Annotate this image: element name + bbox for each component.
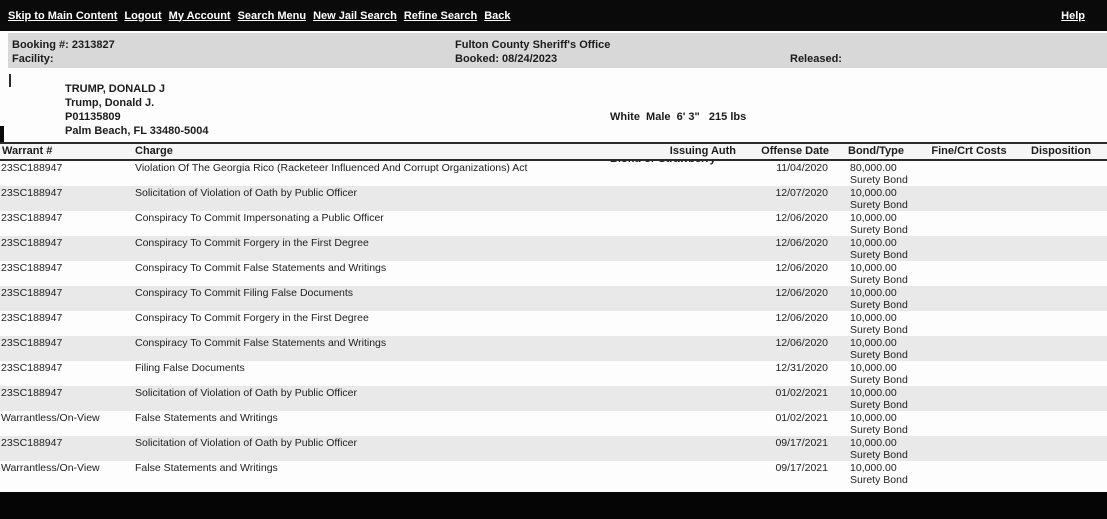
charge-cell: False Statements and Writings: [135, 412, 278, 424]
fine-costs-cell: [923, 336, 1015, 361]
warrant-cell: Warrantless/On-View: [1, 462, 100, 474]
charges-table: [0, 142, 1107, 486]
offense-date-cell: 12/06/2020: [775, 312, 828, 324]
nav-link-search-menu[interactable]: Search Menu: [237, 9, 307, 22]
offense-date-cell: 09/17/2021: [775, 437, 828, 449]
bond-cell: [833, 236, 923, 261]
bond-amount: 10,000.00: [850, 412, 897, 424]
charge-cell: Solicitation of Violation of Oath by Public Officer: [135, 187, 357, 199]
bond-amount: 10,000.00: [850, 387, 897, 399]
warrant-cell: 23SC188947: [1, 262, 63, 274]
charge-row: [0, 461, 1107, 486]
charge-row: [0, 261, 1107, 286]
column-header-offense-date: Offense Date: [761, 144, 829, 157]
issuing-auth-cell: [640, 160, 740, 186]
text-cursor-mark: [9, 74, 11, 87]
charge-cell: Conspiracy To Commit False Statements and Writings: [135, 262, 387, 274]
offense-date-cell: 12/07/2020: [775, 187, 828, 199]
charge-row: [0, 236, 1107, 261]
nav-link-new-jail-search[interactable]: New Jail Search: [313, 9, 397, 22]
column-header-warrant: Warrant #: [2, 144, 53, 157]
bond-cell: [833, 261, 923, 286]
disposition-cell: [1015, 261, 1107, 286]
warrant-cell: 23SC188947: [1, 287, 63, 299]
bond-amount: 10,000.00: [850, 187, 897, 199]
charge-row: [0, 311, 1107, 336]
column-header-fine-costs: Fine/Crt Costs: [931, 144, 1007, 157]
bond-amount: 10,000.00: [850, 312, 897, 324]
warrant-cell: 23SC188947: [1, 187, 63, 199]
warrant-cell: 23SC188947: [1, 237, 63, 249]
facility-label: Facility:: [12, 53, 54, 65]
issuing-auth-cell: [640, 236, 740, 261]
inmate-identity-block: [65, 82, 209, 138]
charge-row: [0, 336, 1107, 361]
charge-cell: Conspiracy To Commit Impersonating a Public Officer: [135, 212, 384, 224]
warrant-cell: 23SC188947: [1, 212, 63, 224]
warrant-cell: 23SC188947: [1, 312, 63, 324]
bond-cell: [833, 211, 923, 236]
bond-cell: [833, 411, 923, 436]
bond-type: Surety Bond: [850, 398, 908, 411]
bond-type: Surety Bond: [850, 223, 908, 236]
fine-costs-cell: [923, 261, 1015, 286]
column-header-issuing-auth: Issuing Auth: [669, 144, 736, 157]
fine-costs-cell: [923, 236, 1015, 261]
offense-date-cell: 01/02/2021: [775, 412, 828, 424]
disposition-cell: [1015, 186, 1107, 211]
nav-link-my-account[interactable]: My Account: [168, 9, 231, 22]
fine-costs-cell: [923, 186, 1015, 211]
issuing-auth-cell: [640, 211, 740, 236]
inmate-name-primary: TRUMP, DONALD J: [65, 83, 166, 95]
issuing-auth-cell: [640, 336, 740, 361]
bond-amount: 10,000.00: [850, 437, 897, 449]
warrant-cell: 23SC188947: [1, 337, 63, 349]
nav-link-logout[interactable]: Logout: [124, 9, 162, 22]
charge-row: [0, 286, 1107, 311]
offense-date-cell: 12/31/2020: [775, 362, 828, 374]
bond-amount: 10,000.00: [850, 262, 897, 274]
offense-date-cell: 11/04/2020: [776, 162, 828, 174]
fine-costs-cell: [923, 211, 1015, 236]
nav-links: [8, 10, 1061, 22]
nav-link-skip-to-main-content[interactable]: Skip to Main Content: [8, 9, 118, 22]
offense-date-cell: 12/06/2020: [775, 212, 828, 224]
charge-cell: Solicitation of Violation of Oath by Public Officer: [135, 437, 357, 449]
bond-cell: [833, 311, 923, 336]
charge-row: [0, 186, 1107, 211]
issuing-auth-cell: [640, 411, 740, 436]
charges-header-row: [0, 143, 1107, 160]
warrant-cell: 23SC188947: [1, 387, 63, 399]
charge-cell: Conspiracy To Commit Forgery in the First Degree: [135, 312, 369, 324]
fine-costs-cell: [923, 386, 1015, 411]
charge-cell: Conspiracy To Commit False Statements and Writings: [135, 337, 387, 349]
bond-cell: [833, 436, 923, 461]
column-header-disposition: Disposition: [1031, 144, 1091, 157]
bond-amount: 10,000.00: [850, 287, 897, 299]
inmate-name-secondary: Trump, Donald J.: [65, 97, 155, 109]
disposition-cell: [1015, 386, 1107, 411]
offense-date-cell: 12/06/2020: [775, 237, 828, 249]
offense-date-cell: 12/06/2020: [775, 262, 828, 274]
fine-costs-cell: [923, 311, 1015, 336]
fine-costs-cell: [923, 411, 1015, 436]
bond-type: Surety Bond: [850, 323, 908, 336]
bond-type: Surety Bond: [850, 473, 908, 486]
bond-type: Surety Bond: [850, 348, 908, 361]
fine-costs-cell: [923, 461, 1015, 486]
disposition-cell: [1015, 311, 1107, 336]
disposition-cell: [1015, 211, 1107, 236]
bond-amount: 10,000.00: [850, 212, 897, 224]
released-label: Released:: [790, 53, 842, 65]
warrant-cell: 23SC188947: [1, 162, 63, 174]
bond-amount: 10,000.00: [850, 462, 897, 474]
issuing-auth-cell: [640, 386, 740, 411]
disposition-cell: [1015, 436, 1107, 461]
top-nav-bar: [0, 0, 1107, 31]
charge-row: [0, 436, 1107, 461]
inmate-hair-color: Blond or Strawberry: [610, 153, 716, 165]
warrant-cell: 23SC188947: [1, 362, 63, 374]
nav-link-refine-search[interactable]: Refine Search: [403, 9, 478, 22]
charge-row: [0, 160, 1107, 186]
inmate-address: Palm Beach, FL 33480-5004: [65, 125, 209, 137]
nav-link-help[interactable]: Help: [1061, 9, 1085, 22]
booked-date: Booked: 08/24/2023: [455, 53, 558, 65]
charge-cell: Filing False Documents: [135, 362, 245, 374]
office-name: Fulton County Sheriff's Office: [455, 39, 611, 51]
nav-link-back[interactable]: Back: [484, 9, 511, 22]
bond-type: Surety Bond: [850, 448, 908, 461]
bond-amount: 80,000.00: [850, 162, 897, 174]
disposition-cell: [1015, 461, 1107, 486]
bottom-letterbox-bar: [0, 492, 1107, 519]
booking-number: Booking #: 2313827: [12, 39, 115, 51]
bond-type: Surety Bond: [850, 273, 908, 286]
fine-costs-cell: [923, 286, 1015, 311]
inmate-id: P01135809: [65, 111, 121, 123]
charge-row: [0, 386, 1107, 411]
charge-row: [0, 211, 1107, 236]
offense-date-cell: 01/02/2021: [775, 387, 828, 399]
issuing-auth-cell: [640, 436, 740, 461]
warrant-cell: Warrantless/On-View: [1, 412, 100, 424]
bond-type: Surety Bond: [850, 373, 908, 386]
bond-type: Surety Bond: [850, 198, 908, 211]
charge-cell: Solicitation of Violation of Oath by Public Officer: [135, 387, 357, 399]
disposition-cell: [1015, 160, 1107, 186]
issuing-auth-cell: [640, 286, 740, 311]
bond-cell: [833, 186, 923, 211]
issuing-auth-cell: [640, 361, 740, 386]
charge-cell: False Statements and Writings: [135, 462, 278, 474]
bond-cell: [833, 336, 923, 361]
charge-row: [0, 411, 1107, 436]
charge-row: [0, 361, 1107, 386]
issuing-auth-cell: [640, 461, 740, 486]
column-header-bond-type: Bond/Type: [848, 144, 905, 157]
disposition-cell: [1015, 286, 1107, 311]
warrant-cell: 23SC188947: [1, 437, 63, 449]
charge-cell: Violation Of The Georgia Rico (Racketeer Influenced And Corrupt Organizations) Act: [135, 162, 528, 174]
fine-costs-cell: [923, 361, 1015, 386]
bond-cell: [833, 461, 923, 486]
disposition-cell: [1015, 336, 1107, 361]
charge-cell: Conspiracy To Commit Filing False Documents: [135, 287, 354, 299]
office-booked-block: [455, 38, 610, 66]
issuing-auth-cell: [640, 186, 740, 211]
bond-cell: [833, 361, 923, 386]
issuing-auth-cell: [640, 311, 740, 336]
charge-cell: Conspiracy To Commit Forgery in the First Degree: [135, 237, 369, 249]
disposition-cell: [1015, 411, 1107, 436]
bond-amount: 10,000.00: [850, 362, 897, 374]
bond-amount: 10,000.00: [850, 237, 897, 249]
bond-type: Surety Bond: [850, 173, 908, 186]
offense-date-cell: 09/17/2021: [775, 462, 828, 474]
disposition-cell: [1015, 236, 1107, 261]
booking-facility-block: [12, 38, 115, 66]
inmate-eye-color: Blue: [610, 195, 634, 207]
bond-cell: [833, 286, 923, 311]
bond-cell: [833, 160, 923, 186]
column-header-charge: Charge: [135, 144, 173, 157]
fine-costs-cell: [923, 436, 1015, 461]
bond-type: Surety Bond: [850, 423, 908, 436]
offense-date-cell: 12/06/2020: [775, 287, 828, 299]
bond-amount: 10,000.00: [850, 337, 897, 349]
fine-costs-cell: [923, 160, 1015, 186]
disposition-cell: [1015, 361, 1107, 386]
bond-type: Surety Bond: [850, 248, 908, 261]
inmate-description: White Male 6' 3" 215 lbs: [610, 111, 747, 123]
offense-date-cell: 12/06/2020: [775, 337, 828, 349]
bond-type: Surety Bond: [850, 298, 908, 311]
bond-cell: [833, 386, 923, 411]
charges-table-body: [0, 160, 1107, 486]
booking-header-band: [8, 33, 1107, 68]
issuing-auth-cell: [640, 261, 740, 286]
